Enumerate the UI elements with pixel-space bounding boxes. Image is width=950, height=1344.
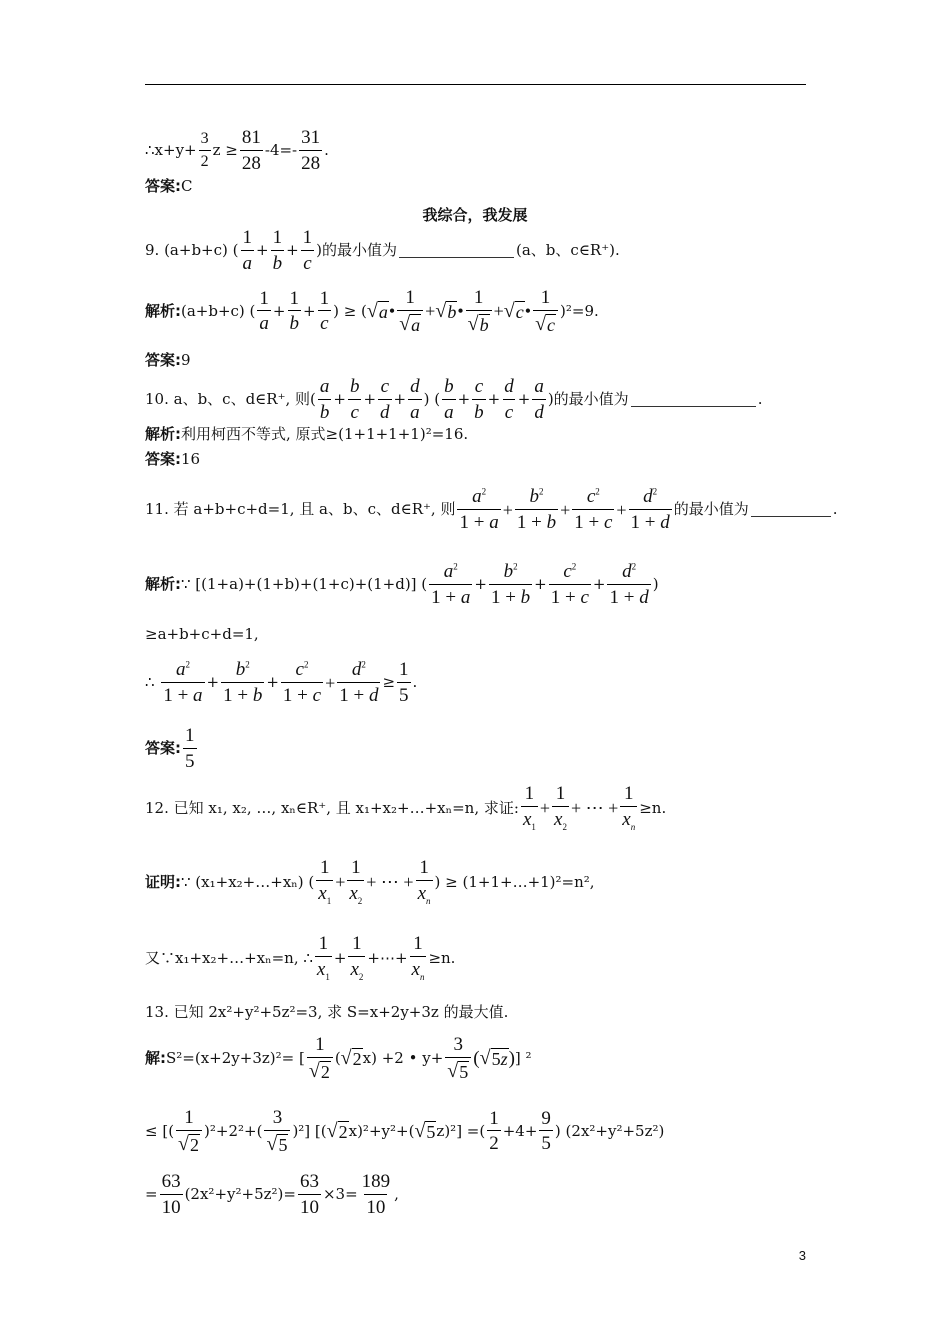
text: z ≥: [212, 141, 238, 160]
text: x)²+y²+(: [348, 1121, 415, 1140]
text: S²=(x+2y+3z)²= [: [166, 1048, 305, 1067]
fraction: $d^2$ 1 + d: [609, 561, 649, 608]
sqrt: √ c: [503, 300, 524, 323]
fraction: $\frac{d^2}{1 + d}$: [630, 486, 670, 533]
fraction: 1 a: [242, 227, 252, 274]
solution-13-line3: [145, 1172, 399, 1218]
fraction: 1 √ 2: [176, 1108, 202, 1155]
question-9: 9. (a+b+c) ( 1 a + 1 b + 1 c )的最小值为 (a、b、c∈R⁺).: [145, 227, 620, 274]
text: ≥n.: [428, 948, 456, 967]
fraction: $\frac{63}{10}$: [161, 1171, 181, 1218]
text: ) ≥ (1+1+…+1)²=n²,: [434, 872, 595, 891]
fraction: 1 c: [302, 227, 313, 274]
text: ) ≥ (: [333, 301, 367, 320]
text: 10. a、b、c、d∈R⁺, 则(: [145, 390, 316, 409]
answer-label: 答案:: [145, 739, 181, 758]
text: ≤ [(: [145, 1121, 175, 1140]
fraction: $\frac{1}{x_2}$: [554, 783, 567, 832]
answer-label: 答案:: [145, 177, 181, 195]
solution-label: 解析:: [145, 425, 181, 443]
text: =: [145, 1185, 158, 1204]
text: .: [757, 390, 763, 409]
fraction: a b: [319, 376, 330, 423]
solution-label: 解:: [145, 1048, 166, 1067]
answer-10: [145, 452, 200, 467]
sqrt: √ 5z: [479, 1047, 508, 1070]
answer-11: [145, 726, 199, 772]
text: +4+: [502, 1121, 538, 1140]
fraction: 1 √ b: [466, 288, 492, 335]
text: z)²] =(: [436, 1121, 486, 1140]
fraction: 1 b: [289, 287, 299, 335]
text: )²=9.: [560, 301, 599, 320]
text: .: [832, 500, 838, 519]
question-11: 11. 若 a+b+c+d=1, 且 a、b、c、d∈R⁺, 则 $a^2$ 1 + a + $\frac{b^2}{1 + b}$ + $\frac{c^2}{1 + c}$ + $\frac{d^2}{1 + d}$ 的最小值为 .: [145, 486, 838, 533]
text: (a+b+c) (: [181, 301, 256, 320]
line-conclusion: [145, 128, 329, 174]
fraction: b c: [349, 376, 360, 423]
answer-9: [145, 353, 191, 368]
sqrt: √ a: [366, 300, 388, 323]
fraction: 1 √ 2: [307, 1035, 333, 1082]
fraction: $c^2$ 1 + c: [282, 659, 322, 706]
fraction: $\frac{1}{x_n}$: [411, 933, 425, 982]
fraction: 1 √ c: [533, 288, 558, 335]
text: )的最小值为: [316, 241, 398, 260]
fraction: 1 $x_1$: [316, 933, 330, 982]
question-12: 12. 已知 x₁, x₂, …, xₙ∈R⁺, 且 x₁+x₂+…+xₙ=n, 求证: 1 $x_1$ + $\frac{1}{x_2}$ + ⋯ + $\frac{1}{x_n}$ ≥n.: [145, 783, 667, 832]
section-title: 我综合，我发展: [422, 206, 528, 224]
fraction: 1 $x_1$: [318, 857, 332, 906]
fraction: $b^2$ 1 + b: [223, 659, 263, 706]
fraction: $a^2$ 1 + a: [431, 561, 471, 608]
text: ×3=: [322, 1185, 358, 1204]
solution-10: [145, 427, 468, 442]
text: 又∵x₁+x₂+…+xₙ=n, ∴: [145, 948, 313, 967]
text: 12. 已知 x₁, x₂, …, xₙ∈R⁺, 且 x₁+x₂+…+xₙ=n, 求证:: [145, 798, 519, 817]
fraction: $a^2$ 1 + a: [459, 486, 499, 533]
text: ) (2x²+y²+5z²): [554, 1121, 665, 1140]
fraction: $\frac{1}{x_n}$: [622, 783, 636, 832]
fraction: 3 √ 5: [445, 1035, 471, 1082]
text: ≥: [382, 673, 396, 692]
answer-value: 9: [181, 351, 191, 369]
fraction: 1 b: [272, 227, 283, 274]
fraction: c d: [380, 376, 390, 423]
fraction: 1 5: [185, 725, 195, 772]
fraction: d a: [410, 376, 420, 423]
fraction: $\frac{d^2}{1 + d}$: [339, 659, 379, 706]
text: (: [334, 1048, 341, 1067]
fraction: 1 $x_2$: [350, 933, 364, 982]
proof-12: 证明: ∵ (x₁+x₂+…+xₙ) ( 1 $x_1$ + $\frac{1}{x_2}$ + ⋯ + $\frac{1}{x_n}$ ) ≥ (1+1+…+1)²=n²,: [145, 857, 595, 906]
sqrt: √ 2: [326, 1120, 348, 1143]
text: ≥n.: [639, 798, 667, 817]
fraction: $\frac{81}{28}$: [241, 127, 261, 174]
text: ∴x+y+: [145, 141, 197, 160]
proof-12-line2: 又∵x₁+x₂+…+xₙ=n, ∴ 1 $x_1$ + 1 $x_2$ +⋯+ $\frac{1}{x_n}$ ≥n.: [145, 933, 456, 982]
fraction: 3 √ 5: [264, 1108, 290, 1155]
question-10: 10. a、b、c、d∈R⁺, 则( a b + b c + c d + d a ) ( b a + c b + d c + a d )的最小值为 .: [145, 376, 763, 423]
text: (2x²+y²+5z²)=: [184, 1185, 296, 1204]
text: .: [412, 673, 418, 692]
text: ] ²: [514, 1048, 532, 1067]
solution-11-line2: ≥a+b+c+d=1,: [145, 625, 259, 643]
fraction: $\frac{63}{10}$: [299, 1171, 319, 1218]
text: ) (: [423, 390, 441, 409]
answer-blank[interactable]: [399, 243, 514, 258]
sqrt: √ 5: [414, 1120, 436, 1143]
fraction: 1 2: [489, 1107, 499, 1155]
solution-label: 解析:: [145, 301, 181, 320]
fraction: $\frac{1}{x_n}$: [417, 857, 431, 906]
answer-label: 答案:: [145, 351, 181, 369]
text: .: [324, 141, 329, 160]
fraction: a d: [534, 376, 544, 423]
text: )²+2²+(: [204, 1121, 263, 1140]
fraction: $\frac{1}{x_2}$: [349, 857, 363, 906]
text: x) +2 • y+: [362, 1048, 444, 1067]
fraction: $c^2$ 1 + c: [550, 561, 589, 608]
text: 利用柯西不等式, 原式≥(1+1+1+1)²=16.: [181, 425, 469, 443]
fraction: $a^2$ 1 + a: [163, 659, 203, 706]
solution-13: 解: S²=(x+2y+3z)²= [ 1 √ 2 ( √ 2 x) +2 • y+ 3 √ 5 ( √ 5z ) ] ²: [145, 1034, 532, 1082]
header-rule: [145, 84, 806, 85]
fraction: $\frac{b^2}{1 + b}$: [516, 486, 557, 533]
text: 11. 若 a+b+c+d=1, 且 a、b、c、d∈R⁺, 则: [145, 500, 456, 519]
text: ∵ (x₁+x₂+…+xₙ) (: [181, 872, 315, 891]
answer-blank[interactable]: [631, 392, 756, 407]
fraction: c b: [474, 376, 484, 423]
text: (a、b、c∈R⁺).: [516, 241, 620, 260]
fraction: $\frac{189}{10}$: [361, 1171, 391, 1218]
fraction: 1 a: [259, 287, 269, 335]
text: ∴: [145, 673, 155, 692]
sqrt: √ 2: [340, 1047, 362, 1070]
fraction: $b^2$ 1 + b: [490, 561, 531, 608]
solution-11: 解析: ∵ [(1+a)+(1+b)+(1+c)+(1+d)] ( $a^2$ 1 + a + $b^2$ 1 + b + $c^2$ 1 + c + $d^2$ 1 + d ): [145, 561, 659, 608]
solution-11-line3: ∴ $a^2$ 1 + a + $b^2$ 1 + b + $c^2$ 1 + c + $\frac{d^2}{1 + d}$ ≥ $\frac{1}{5}$ .: [145, 659, 418, 706]
fraction: d c: [504, 376, 514, 423]
text: ,: [394, 1185, 399, 1204]
solution-label: 解析:: [145, 575, 181, 594]
solution-9: 解析: (a+b+c) ( 1 a + 1 b + 1 c ) ≥ ( √ a • 1 √ a + √ b • 1 √ b + √ c • 1 √ c )²=9.: [145, 287, 599, 335]
fraction: 31 28: [301, 127, 321, 174]
fraction: 1 √ a: [397, 288, 423, 335]
text: ∵ [(1+a)+(1+b)+(1+c)+(1+d)] (: [181, 575, 428, 594]
answer-value: 16: [181, 450, 201, 468]
page-number: 3: [798, 1248, 806, 1263]
text: 的最小值为: [673, 500, 749, 519]
question-13: 13. 已知 2x²+y²+5z²=3, 求 S=x+2y+3z 的最大值.: [145, 1003, 509, 1021]
proof-label: 证明:: [145, 872, 181, 891]
sqrt: √ b: [435, 300, 457, 323]
fraction: 1 $x_1$: [522, 783, 536, 832]
fraction: $\frac{c^2}{1 + c}$: [574, 486, 613, 533]
answer-line: [145, 179, 192, 194]
answer-value: C: [181, 177, 193, 195]
fraction: $\frac{3}{2}$: [200, 130, 209, 170]
text: 9. (a+b+c) (: [145, 241, 239, 260]
fraction: $\frac{9}{5}$: [541, 1107, 551, 1155]
text: -4=-: [264, 141, 298, 160]
fraction: $\frac{1}{5}$: [399, 659, 409, 706]
text: ): [652, 575, 659, 594]
answer-label: 答案:: [145, 450, 181, 468]
solution-13-line2: [145, 1108, 664, 1155]
text: )²] [(: [292, 1121, 327, 1140]
answer-blank[interactable]: [751, 502, 831, 517]
text: )的最小值为: [547, 390, 629, 409]
fraction: b a: [444, 376, 454, 423]
fraction: 1 c: [319, 287, 330, 335]
